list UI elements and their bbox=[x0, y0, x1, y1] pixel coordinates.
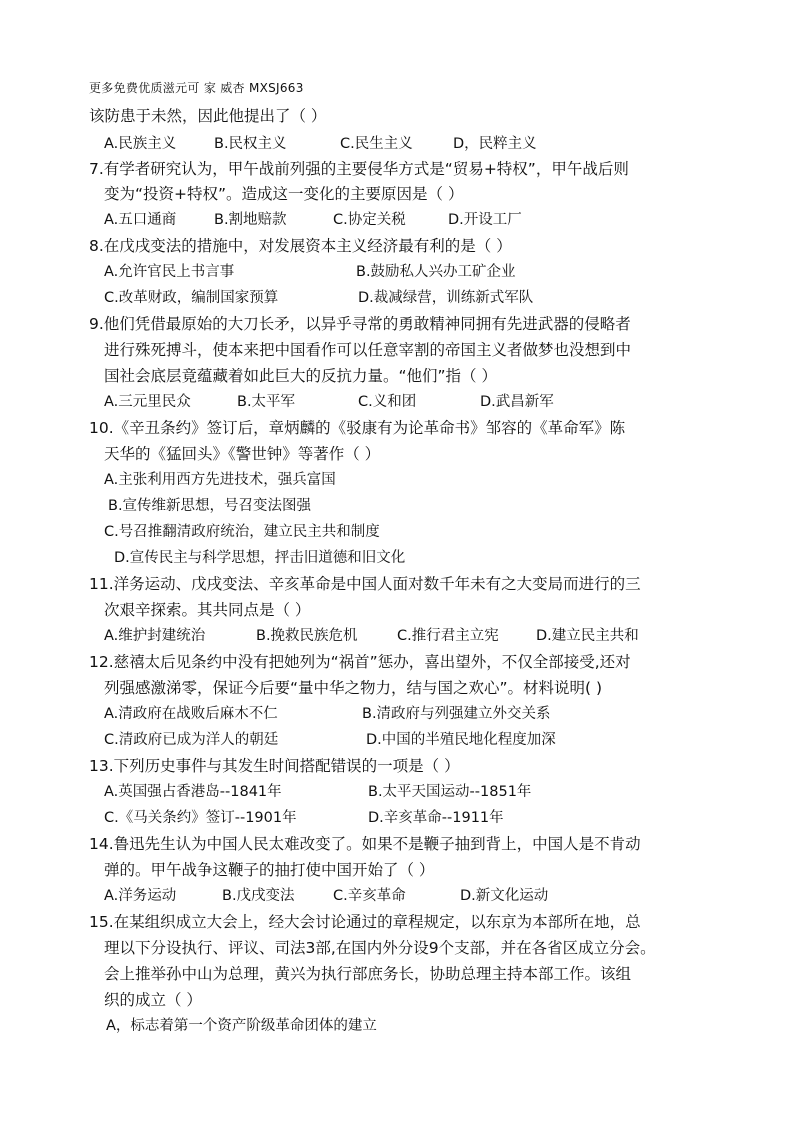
question-6-continuation: 该防患于未然，因此他提出了（ ） bbox=[89, 107, 327, 125]
question-9-line-1: 9.他们凭借最原始的大刀长矛，以异乎寻常的勇敢精神同拥有先进武器的侵略者 bbox=[89, 315, 631, 333]
q6-option-d: D，民粹主义 bbox=[453, 136, 537, 152]
q13-option-a: A.英国强占香港岛--1841年 bbox=[104, 784, 282, 800]
q8-option-b: B.鼓励私人兴办工矿企业 bbox=[356, 264, 516, 280]
question-15-line-4: 织的成立（ ） bbox=[104, 991, 202, 1009]
q6-option-c: C.民生主义 bbox=[340, 136, 413, 152]
q12-option-a: A.清政府在战败后麻木不仁 bbox=[104, 706, 278, 722]
q10-option-a: A.主张利用西方先进技术，强兵富国 bbox=[104, 472, 336, 488]
question-11-line-2: 次艰辛探索。其共同点是（ ） bbox=[104, 601, 311, 619]
q7-option-d: D.开设工厂 bbox=[448, 212, 522, 228]
question-7-line-1: 7.有学者研究认为，甲午战前列强的主要侵华方式是“贸易+特权”，甲午战后则 bbox=[89, 160, 629, 178]
question-9-line-3: 国社会底层竟蕴藏着如此巨大的反抗力量。“他们”指（ ） bbox=[104, 367, 497, 385]
question-12-line-2: 列强感激涕零，保证今后要“量中华之物力，结与国之欢心”。材料说明( ) bbox=[104, 679, 603, 697]
q8-option-d: D.裁减绿营，训练新式军队 bbox=[358, 290, 534, 306]
q10-option-c: C.号召推翻清政府统治，建立民主共和制度 bbox=[104, 524, 380, 540]
q13-option-b: B.太平天国运动--1851年 bbox=[368, 784, 532, 800]
q13-option-c: C.《马关条约》签订--1901年 bbox=[104, 810, 297, 826]
q11-option-c: C.推行君主立宪 bbox=[397, 628, 499, 644]
q9-option-d: D.武昌新军 bbox=[480, 394, 554, 410]
q8-option-a: A.允许官民上书言事 bbox=[104, 264, 235, 280]
question-12-line-1: 12.慈禧太后见条约中没有把她列为“祸首”惩办，喜出望外，不仅全部接受,还对 bbox=[89, 653, 631, 671]
q12-option-d: D.中国的半殖民地化程度加深 bbox=[366, 732, 556, 748]
q11-option-a: A.维护封建统治 bbox=[104, 628, 206, 644]
q14-option-d: D.新文化运动 bbox=[460, 888, 549, 904]
q9-option-c: C.义和团 bbox=[358, 394, 417, 410]
q11-option-d: D.建立民主共和 bbox=[536, 628, 639, 644]
question-13-line-1: 13.下列历史事件与其发生时间搭配错误的一项是（ ） bbox=[89, 757, 460, 775]
q9-option-b: B.太平军 bbox=[237, 394, 296, 410]
q14-option-c: C.辛亥革命 bbox=[333, 888, 406, 904]
q14-option-a: A.洋务运动 bbox=[104, 888, 177, 904]
q13-option-d: D.辛亥革命--1911年 bbox=[368, 810, 504, 826]
page-header: 更多免费优质滋元可 家 威杏 MXSJ663 bbox=[89, 81, 304, 95]
q10-option-d: D.宣传民主与科学思想，抨击旧道德和旧文化 bbox=[114, 550, 406, 566]
question-15-line-3: 会上推举孙中山为总理，黄兴为执行部庶务长，协助总理主持本部工作。该组 bbox=[104, 965, 632, 983]
question-10-line-2: 天华的《猛回头》《警世钟》等著作（ ） bbox=[104, 445, 381, 463]
question-11-line-1: 11.洋务运动、戊戌变法、辛亥革命是中国人面对数千年未有之大变局而进行的三 bbox=[89, 575, 641, 593]
question-15-line-2: 理以下分设执行、评议、司法3部,在国内外分设9个支部，并在各省区成立分会。 bbox=[104, 939, 656, 957]
question-14-line-2: 弹的。甲午战争这鞭子的抽打使中国开始了（ ） bbox=[104, 861, 435, 879]
question-7-line-2: 变为“投资+特权”。造成这一变化的主要原因是（ ） bbox=[104, 185, 464, 203]
q11-option-b: B.挽救民族危机 bbox=[256, 628, 358, 644]
q12-option-c: C.清政府已成为洋人的朝廷 bbox=[104, 732, 279, 748]
q7-option-c: C.协定关税 bbox=[333, 212, 406, 228]
question-8-line-1: 8.在戊戌变法的措施中，对发展资本主义经济最有利的是（ ） bbox=[89, 237, 512, 255]
q7-option-b: B.割地赔款 bbox=[214, 212, 287, 228]
question-14-line-1: 14.鲁迅先生认为中国人民太难改变了。如果不是鞭子抽到背上，中国人是不肯动 bbox=[89, 835, 641, 853]
question-10-line-1: 10.《辛丑条约》签订后，章炳麟的《驳康有为论革命书》邹容的《革命军》陈 bbox=[89, 419, 626, 437]
q8-option-c: C.改革财政，编制国家预算 bbox=[104, 290, 279, 306]
q15-option-a: A，标志着第一个资产阶级革命团体的建立 bbox=[106, 1018, 377, 1034]
q9-option-a: A.三元里民众 bbox=[104, 394, 191, 410]
q7-option-a: A.五口通商 bbox=[104, 212, 177, 228]
q10-option-b: B.宣传维新思想，号召变法图强 bbox=[108, 498, 312, 514]
q6-option-b: B.民权主义 bbox=[214, 136, 287, 152]
question-9-line-2: 进行殊死搏斗，使本来把中国看作可以任意宰割的帝国主义者做梦也没想到中 bbox=[104, 341, 632, 359]
q12-option-b: B.清政府与列强建立外交关系 bbox=[362, 706, 551, 722]
q14-option-b: B.戊戌变法 bbox=[222, 888, 295, 904]
question-15-line-1: 15.在某组织成立大会上，经大会讨论通过的章程规定，以东京为本部所在地，总 bbox=[89, 913, 641, 931]
q6-option-a: A.民族主义 bbox=[104, 136, 177, 152]
